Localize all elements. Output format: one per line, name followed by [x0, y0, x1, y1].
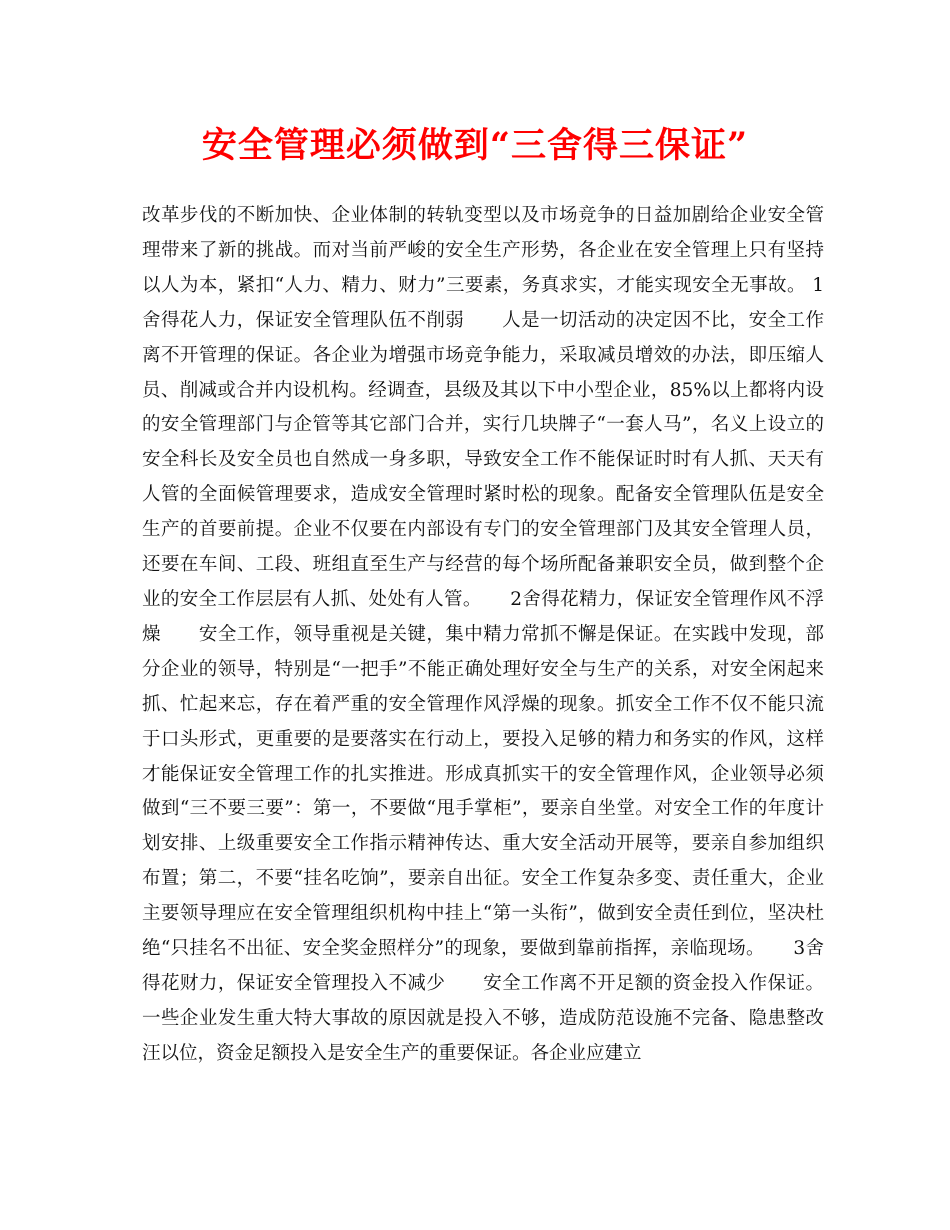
document-title: 安全管理必须做到“三舍得三保证” — [201, 125, 749, 166]
document-body: 改革步伐的不断加快、企业体制的转轨变型以及市场竞争的日益加剧给企业安全管理带来了新的挑战。而对当前严峻的安全生产形势，各企业在安全管理上只有坚持以人为本，紧扣“人力、精力、财力”三要素，务真求实，才能实现安全无事故。 1舍得花人力，保证安全管理队伍不削弱 人是一切活动的决定因不比，安全工作离不开管理的保证。各企业为增强市场竞争能力，采取减员增效的办法，即压缩人员、削减或合并内设机构。经调查，县级及其以下中小型企业，85%以上都将内设的安全管理部门与企管等其它部门合并，实行几块牌子“一套人马”，名义上设立的安全科长及安全员也自然成一身多职，导致安全工作不能保证时时有人抓、天天有人管的全面候管理要求，造成安全管理时紧时松的现象。配备安全管理队伍是安全生产的首要前提。企业不仅要在内部设有专门的安全管理部门及其安全管理人员，还要在车间、工段、班组直至生产与经营的每个场所配备兼职安全员，做到整个企业的安全工作层层有人抓、处处有人管。 2舍得花精力，保证安全管理作风不浮燥 安全工作，领导重视是关键，集中精力常抓不懈是保证。在实践中发现，部分企业的领导，特别是“一把手”不能正确处理好安全与生产的关系，对安全闲起来抓、忙起来忘，存在着严重的安全管理作风浮燥的现象。抓安全工作不仅不能只流于口头形式，更重要的是要落实在行动上，要投入足够的精力和务实的作风，这样才能保证安全管理工作的扎实推进。形成真抓实干的安全管理作风，企业领导必须做到“三不要三要”：第一，不要做“甩手掌柜”，要亲自坐堂。对安全工作的年度计划安排、上级重要安全工作指示精神传达、重大安全活动开展等，要亲自参加组织布置；第二，不要“挂名吃饷”，要亲自出征。安全工作复杂多变、责任重大，企业主要领导理应在安全管理组织机构中挂上“第一头衔”，做到安全责任到位，坚决杜绝“只挂名不出征、安全奖金照样分”的现象，要做到靠前指挥，亲临现场。 3舍得花财力，保证安全管理投入不减少 安全工作离不开足额的资金投入作保证。一些企业发生重大特大事故的原因就是投入不够，造成防范设施不完备、隐患整改汪以位，资金足额投入是安全生产的重要保证。各企业应建立 — [142, 205, 824, 1064]
